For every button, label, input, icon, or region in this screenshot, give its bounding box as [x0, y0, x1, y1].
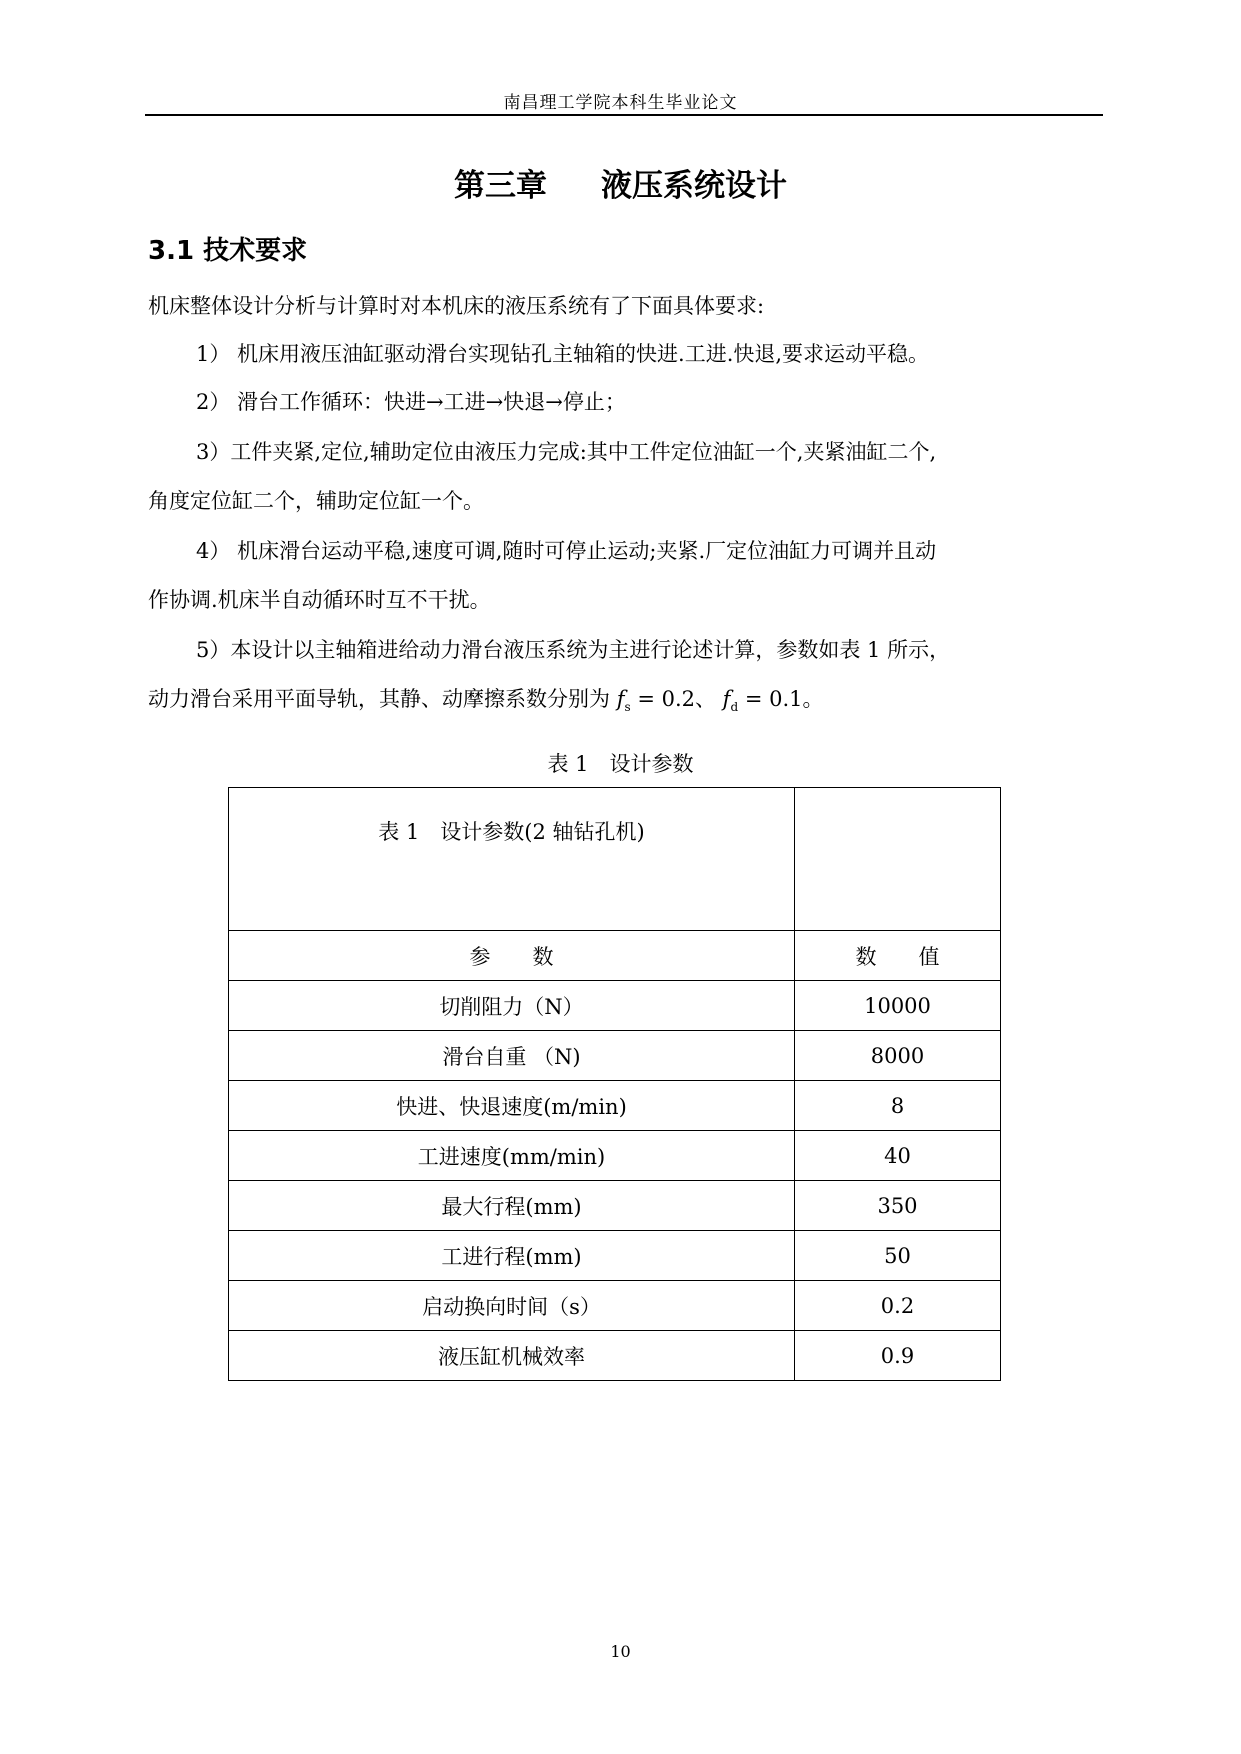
parameter-name-cell: 液压缸机械效率 [229, 1331, 795, 1381]
table-row [229, 1331, 1001, 1381]
table-row [229, 1081, 1001, 1131]
dynamic-friction-symbol: $f_d$ [722, 687, 739, 715]
table-row [229, 1181, 1001, 1231]
requirement-5-line-1: 5）本设计以主轴箱进给动力滑台液压系统为主进行论述计算，参数如表 1 所示， [196, 638, 951, 662]
requirement-3-line-2: 角度定位缸二个，辅助定位缸一个。 [148, 489, 484, 513]
parameter-name-cell: 启动换向时间（s） [229, 1281, 795, 1331]
table-row [229, 1231, 1001, 1281]
parameter-name-cell: 快进、快退速度(m/min) [229, 1081, 795, 1131]
static-friction-symbol: $f_s$ [616, 687, 631, 715]
table-row [229, 1131, 1001, 1181]
parameter-name-cell: 滑台自重 （N) [229, 1031, 795, 1081]
header-parameter: 参 数 [229, 931, 795, 981]
parameter-value-cell: 10000 [795, 981, 1001, 1031]
parameter-value-cell: 8 [795, 1081, 1001, 1131]
intro-paragraph: 机床整体设计分析与计算时对本机床的液压系统有了下面具体要求: [148, 294, 765, 318]
chapter-name: 液压系统设计 [601, 168, 787, 204]
parameter-value-cell: 50 [795, 1231, 1001, 1281]
table-row [229, 981, 1001, 1031]
table-title-row [229, 788, 1001, 931]
requirement-4-line-2: 作协调.机床半自动循环时互不干扰。 [148, 588, 491, 612]
requirement-1: 1） 机床用液压油缸驱动滑台实现钻孔主轴箱的快进.工进.快退,要求运动平稳。 [196, 342, 930, 366]
table-title-empty-cell [795, 788, 1001, 931]
parameter-name-cell: 工进速度(mm/min) [229, 1131, 795, 1181]
requirement-5-line-2 [148, 683, 823, 714]
parameter-value-cell: 350 [795, 1181, 1001, 1231]
table-caption: 表 1 设计参数 [547, 752, 694, 776]
table-title-cell: 表 1 设计参数(2 轴钻孔机) [229, 788, 795, 931]
requirement-2: 2） 滑台工作循环：快进→工进→快退→停止； [196, 390, 626, 414]
section-title: 3.1 技术要求 [148, 236, 308, 266]
parameter-name-cell: 切削阻力（N） [229, 981, 795, 1031]
table-row [229, 1031, 1001, 1081]
table-body [229, 981, 1001, 1381]
requirement-4-line-1: 4） 机床滑台运动平稳,速度可调,随时可停止运动;夹紧.厂定位油缸力可调并且动 [196, 539, 937, 563]
parameter-value-cell: 0.2 [795, 1281, 1001, 1331]
table-row [229, 1281, 1001, 1331]
page-number: 10 [610, 1642, 631, 1661]
friction-text: 动力滑台采用平面导轨，其静、动摩擦系数分别为 [148, 687, 610, 711]
chapter-title [0, 160, 1241, 205]
parameter-value-cell: 40 [795, 1131, 1001, 1181]
parameter-value-cell: 0.9 [795, 1331, 1001, 1381]
static-friction-value: = 0.2、 [630, 687, 716, 711]
requirement-3-line-1: 3）工件夹紧,定位,辅助定位由液压力完成:其中工件定位油缸一个,夹紧油缸二个, [196, 440, 937, 464]
table-header-row [229, 931, 1001, 981]
parameter-value-cell: 8000 [795, 1031, 1001, 1081]
parameter-name-cell: 最大行程(mm) [229, 1181, 795, 1231]
header-rule [145, 114, 1103, 116]
design-parameters-table [228, 787, 1001, 1381]
header-value: 数 值 [795, 931, 1001, 981]
chapter-number: 第三章 [454, 168, 547, 204]
dynamic-friction-value: = 0.1。 [738, 687, 824, 711]
page-header: 南昌理工学院本科生毕业论文 [503, 93, 738, 113]
parameter-name-cell: 工进行程(mm) [229, 1231, 795, 1281]
